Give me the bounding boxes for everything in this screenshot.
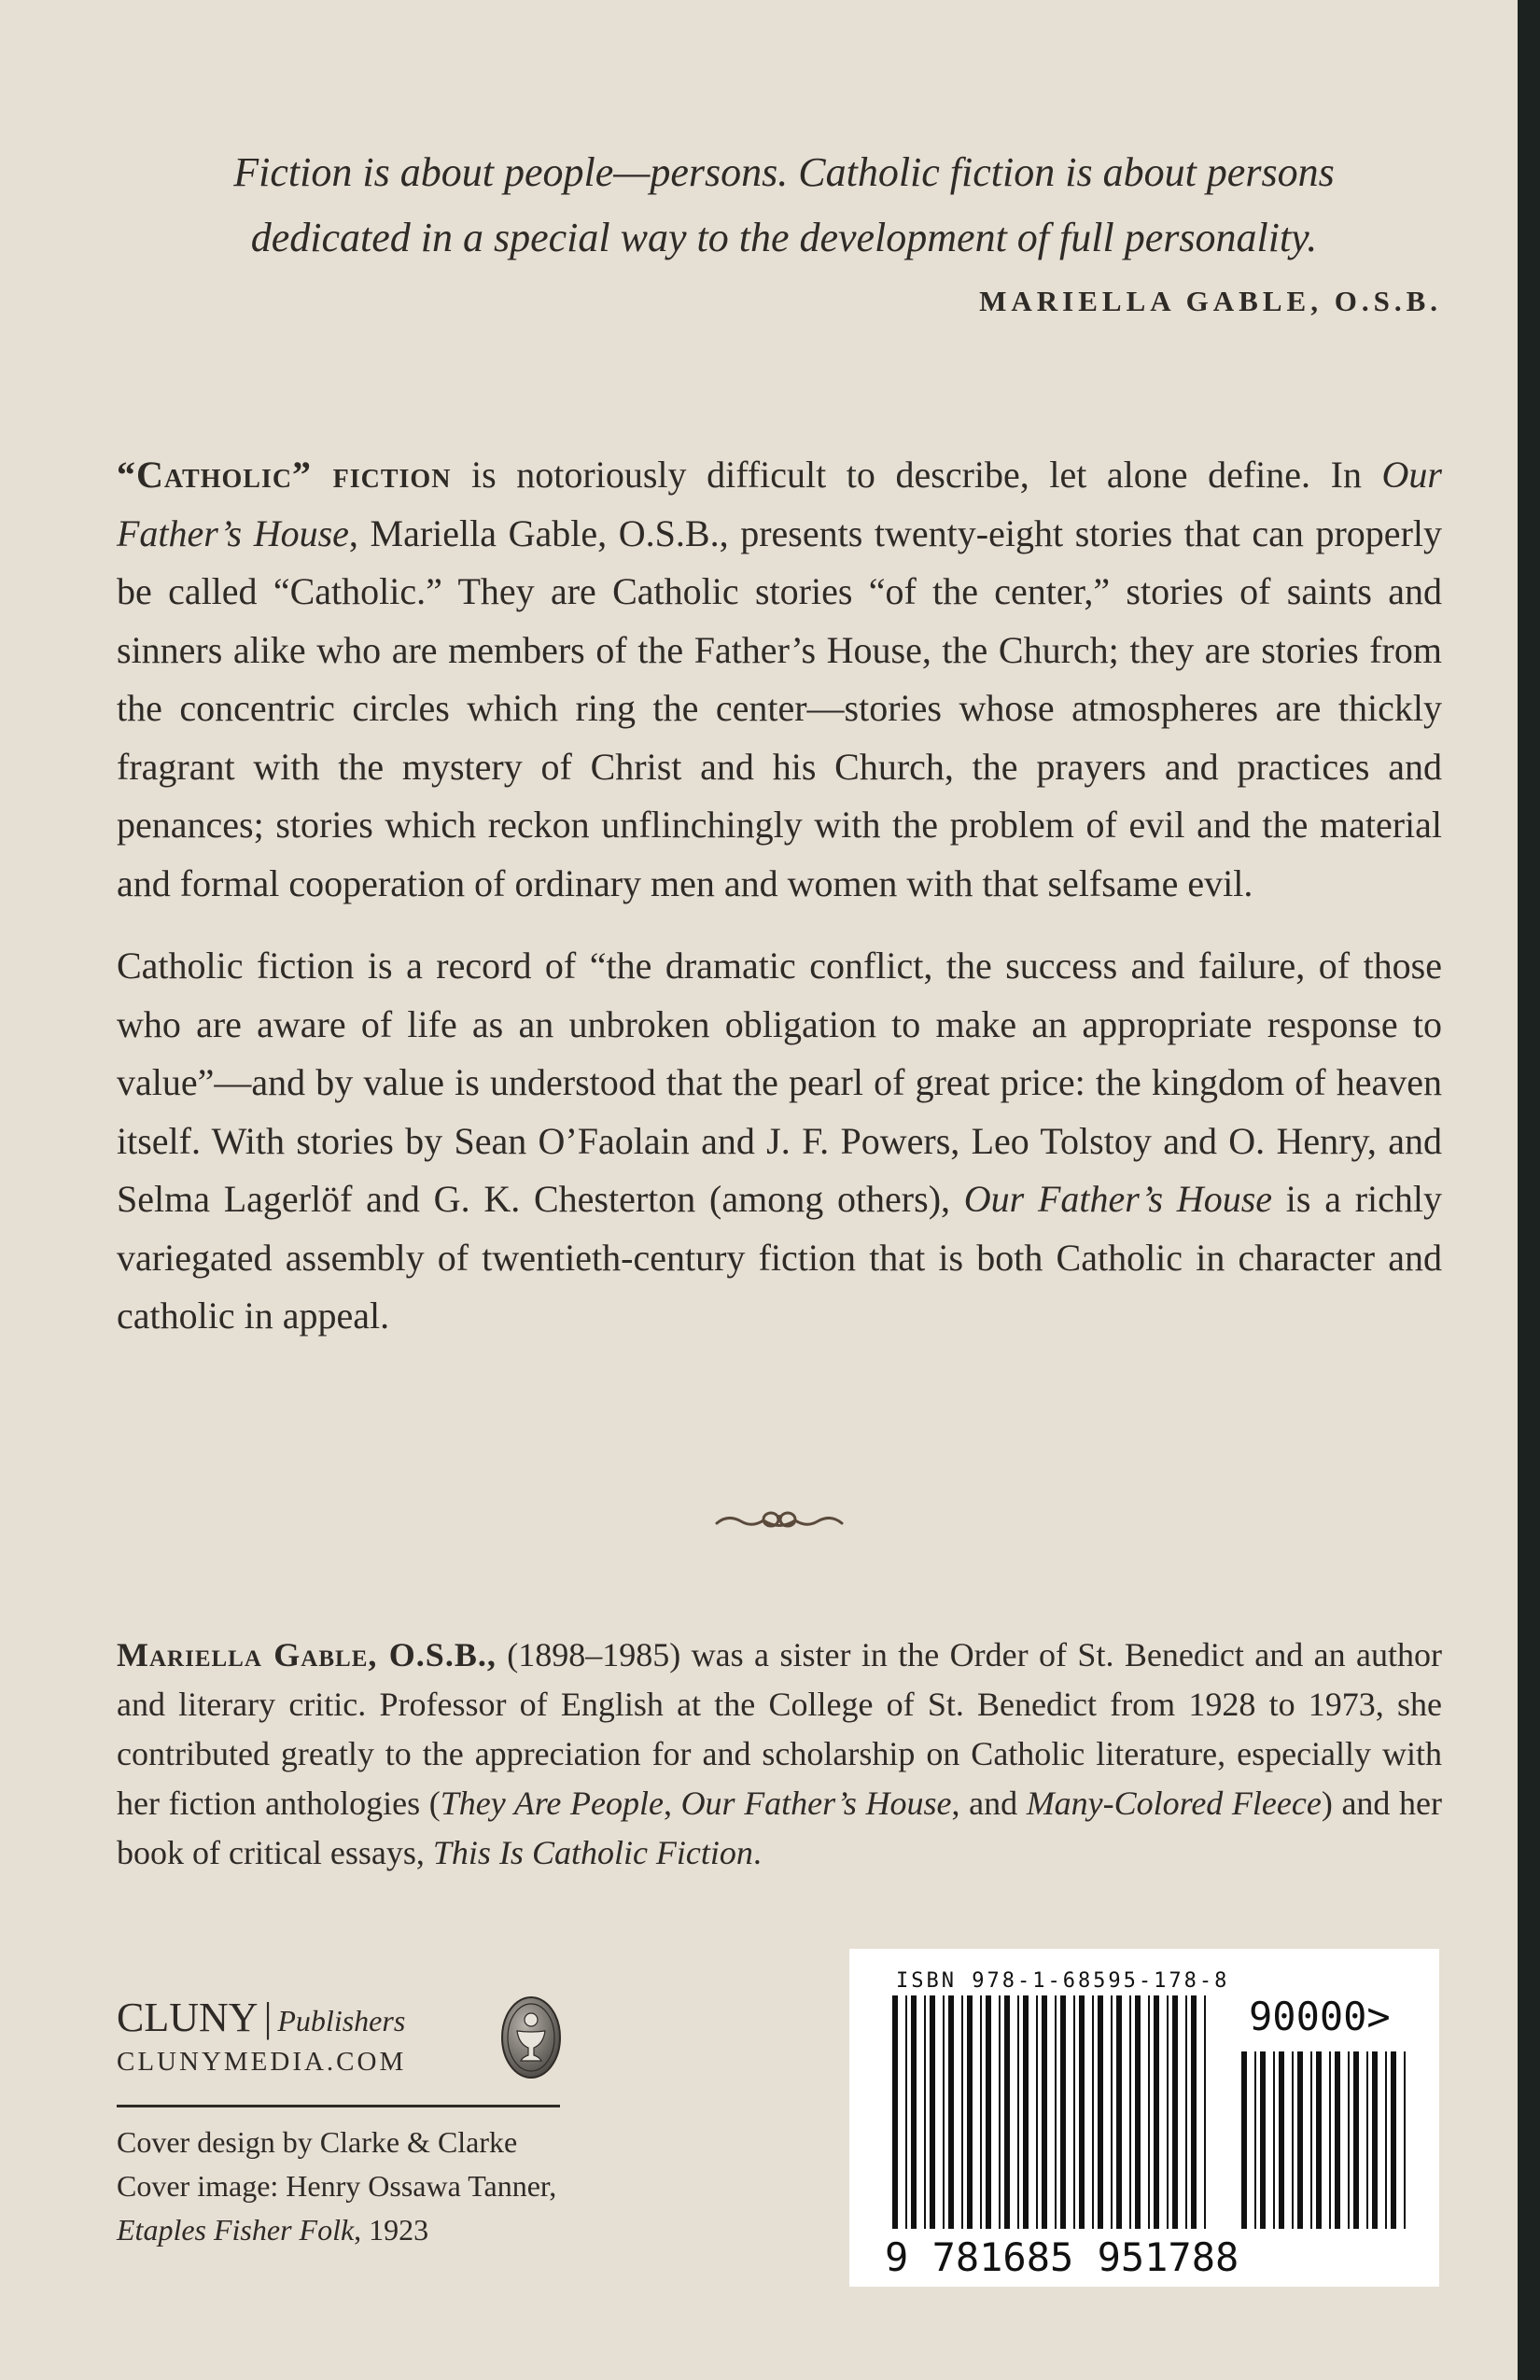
spine-edge xyxy=(1518,0,1540,2380)
publisher-website: CLUNYMEDIA.COM xyxy=(117,2047,407,2077)
publisher-logo-text: CLUNY | Publishers xyxy=(117,1995,406,2040)
flourish-ornament-icon xyxy=(709,1503,849,1540)
book-title: Our Father’s House xyxy=(117,454,1442,554)
epigraph-attribution: MARIELLA GABLE, O.S.B. xyxy=(979,285,1442,317)
cover-credits xyxy=(117,2121,602,2252)
publisher-name: CLUNY xyxy=(117,1995,259,2040)
epigraph-line-2: dedicated in a special way to the development of full personality. xyxy=(250,215,1318,260)
isbn-barcode xyxy=(849,1949,1439,2287)
author-bio-text: Mariella Gable, O.S.B., (1898–1985) was a sister in the Order of St. Benedict and an author and literary critic. Professor of English at the College of St. Benedict from 1928 to 1973, she contributed greatly to the appreciation for and scholarship on Catholic literature, especially with her fiction anthologies (They Are People, Our Father’s House, and Many-Colored Fleece) and her book of critical essays, This Is Catholic Fiction. xyxy=(117,1636,1443,1871)
price-code: 90000> xyxy=(1249,1994,1391,2039)
publisher-subtitle: Publishers xyxy=(277,2004,406,2037)
design-credit: Cover design by Clarke & Clarke xyxy=(117,2125,518,2159)
ean-digits: 9 781685 951788 xyxy=(885,2234,1239,2280)
epigraph-line-1: Fiction is about people—persons. Catholic fiction is about persons xyxy=(233,149,1335,195)
author-name: Mariella Gable, O.S.B., xyxy=(117,1636,497,1673)
blurb-paragraph-1: “Catholic” fiction is notoriously difficult to describe, let alone define. In Our Father’s House, Mariella Gable, O.S.B., presents twenty-eight stories that can properly be called “Catholic.” They are Catholic stories “of the center,” stories of saints and sinners alike who are members of the Father’s House, the Church; they are stories from the concentric circles which ring the center—stories whose atmospheres are thickly fragrant with the mystery of Christ and his Church, the prayers and practices and penances; stories which reckon unflinchingly with the problem of evil and the material and formal cooperation of ordinary men and women with that selfsame evil. xyxy=(117,454,1442,904)
author-bio xyxy=(117,1631,1442,1878)
epigraph xyxy=(140,140,1428,271)
chalice-seal-icon xyxy=(500,1995,562,2079)
image-credit: Cover image: Henry Ossawa Tanner, Etaples Fisher Folk, 1923 xyxy=(117,2169,557,2247)
book-title: Our Father’s House xyxy=(963,1178,1273,1220)
divider-rule xyxy=(117,2105,560,2107)
blurb xyxy=(117,446,1442,1346)
blurb-paragraph-2: Catholic fiction is a record of “the dramatic conflict, the success and failure, of those who are aware of life as an unbroken obligation to make an appropriate response to value”—and by value is understood that the pearl of great price: the kingdom of heaven itself. With stories by Sean O’Faolain and J. F. Powers, Leo Tolstoy and O. Henry, and Selma Lagerlöf and G. K. Chesterton (among others), Our Father’s House is a richly variegated assembly of twentieth-century fiction that is both Catholic in character and catholic in appeal. xyxy=(117,945,1442,1337)
blurb-lead: “Catholic” fiction xyxy=(117,454,452,496)
publisher-block xyxy=(117,1994,565,2078)
isbn-number: ISBN 978-1-68595-178-8 xyxy=(896,1969,1230,1993)
